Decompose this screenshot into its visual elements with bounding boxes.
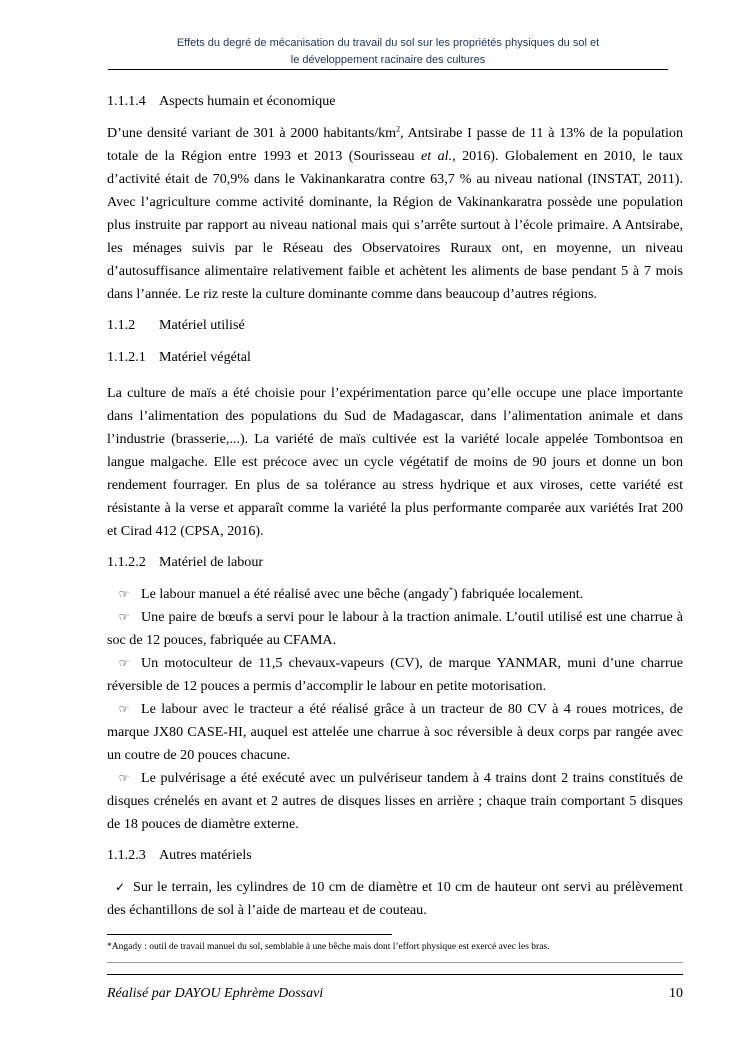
- header-line-1: Effets du degré de mécanisation du travail du sol sur les propriétés physiques du sol et: [176, 37, 600, 49]
- heading-1-1-2-2: [107, 551, 683, 574]
- heading-title: Matériel de labour: [159, 554, 264, 570]
- pointing-hand-icon: ☞: [118, 587, 130, 601]
- pointing-hand-icon: ☞: [118, 771, 130, 785]
- page-number: 10: [669, 986, 683, 1001]
- text: Sur le terrain, les cylindres de 10 cm de diamètre et 10 cm de hauteur ont servi au prélèvement des échantillons de sol à l’aide de marteau et de couteau.: [107, 879, 683, 918]
- text: 2016). Globalement en 2010, le taux d’activité était de 70,9% dans le Vakinankaratra contre 63,7 % au niveau national (INSTAT, 2011). Avec l’agriculture comme activité dominante, la Région de Vakinankaratra possède une population plus instruite par rapport au niveau national mais qui s’arrête surtout à l’école primaire. A Antsirabe, les ménages suivis par le Réseau des Observatoires Ruraux ont, en moyenne, un niveau d’autosuffisance alimentaire relativement faible et achètent les aliments de base pendant 5 à 7 mois dans l’année. Le riz reste la culture dominante comme dans beaucoup d’autres régions.: [107, 148, 683, 302]
- heading-number: 1.1.1.4: [107, 93, 146, 109]
- pointing-hand-icon: ☞: [118, 702, 130, 716]
- heading-number: 1.1.2.1: [107, 349, 146, 365]
- heading-1-1-2-1: [107, 346, 683, 369]
- pointing-hand-icon: ☞: [118, 610, 130, 624]
- text: Une paire de bœufs a servi pour le labour à la traction animale. L’outil utilisé est une charrue à soc de 12 pouces, fabriquée au CFAMA.: [107, 609, 683, 648]
- heading-number: 1.1.2.3: [107, 847, 146, 863]
- list-item-manual-tillage: [107, 583, 683, 606]
- list-item-animal-traction: [107, 606, 683, 652]
- heading-title: Matériel utilisé: [159, 317, 245, 333]
- heading-number: 1.1.2.2: [107, 554, 146, 570]
- heading-title: Autres matériels: [159, 847, 252, 863]
- text: ) fabriquée localement.: [452, 586, 584, 602]
- text: , Antsirabe I passe de 11 à 13% de la population totale de la Région entre 1993 et 2013 (Sourisseau: [107, 125, 683, 164]
- heading-number: 1.1.2: [107, 317, 136, 333]
- superscript: 2: [396, 124, 401, 134]
- text: Le pulvérisage a été exécuté avec un pulvériseur tandem à 4 trains dont 2 trains constitués de disques crénelés en avant et 2 autres de disques lisses en arrière ; chaque train comportant 5 disques de 18 pouces de diamètre externe.: [107, 770, 683, 832]
- list-item-cylinders: [107, 876, 683, 922]
- pointing-hand-icon: ☞: [118, 656, 130, 670]
- page-content: [107, 90, 683, 922]
- list-item-disc-harrow: [107, 767, 683, 836]
- paragraph-maize: La culture de maïs a été choisie pour l’expérimentation parce qu’elle occupe une place importante dans l’alimentation des populations du Sud de Madagascar, dans l’alimentation animale et dans l’industrie (brasserie,...). La variété de maïs cultivée est la variété locale appelée Tombontsoa en langue malgache. Elle est précoce avec un cycle végétatif de moins de 90 jours et donne un bon rendement fourrager. En plus de sa tolérance au stress hydrique et aux viroses, cette variété est résistante à la verse et apparaît comme la variété la plus performante comparée aux variétés Irat 200 et Cirad 412 (CPSA, 2016).: [107, 385, 683, 539]
- paragraph-demography: [107, 122, 683, 306]
- heading-title: Aspects humain et économique: [159, 93, 336, 109]
- list-item-motocultivator: [107, 652, 683, 698]
- heading-1-1-2: [107, 314, 683, 337]
- footnote-separator: [107, 934, 392, 935]
- page-footer: [107, 985, 683, 1003]
- footnote-bottom-rule: [107, 962, 683, 963]
- heading-1-1-1-4: [107, 90, 683, 113]
- running-header: [108, 35, 668, 69]
- header-line-2: le développement racinaire des cultures: [290, 54, 486, 66]
- et-al: et al.,: [421, 148, 456, 164]
- heading-title: Matériel végétal: [159, 349, 251, 365]
- list-item-tractor: [107, 698, 683, 767]
- footnote: *Angady : outil de travail manuel du sol, semblable à une bêche mais dont l’effort physique est exercé avec les bras.: [107, 942, 550, 952]
- text: Un motoculteur de 11,5 chevaux-vapeurs (CV), de marque YANMAR, muni d’une charrue réversible de 12 pouces a permis d’accomplir le labour en petite motorisation.: [107, 655, 683, 694]
- text: Le labour avec le tracteur a été réalisé grâce à un tracteur de 80 CV à 4 roues motrices, de marque JX80 CASE-HI, auquel est attelée une charrue à soc réversible à deux corps par rangée avec un coutre de 20 pouces chacune.: [107, 701, 683, 763]
- header-rule: [108, 69, 668, 70]
- text: Le labour manuel a été réalisé avec une bêche (angady: [141, 586, 449, 602]
- footnote-marker: *: [448, 585, 453, 595]
- text: D’une densité variant de 301 à 2000 habitants/km: [107, 125, 397, 141]
- footer-rule: [107, 974, 683, 975]
- heading-1-1-2-3: [107, 844, 683, 867]
- footer-author: Réalisé par DAYOU Ephrème Dossavi: [107, 986, 324, 1001]
- check-icon: ✓: [114, 880, 126, 894]
